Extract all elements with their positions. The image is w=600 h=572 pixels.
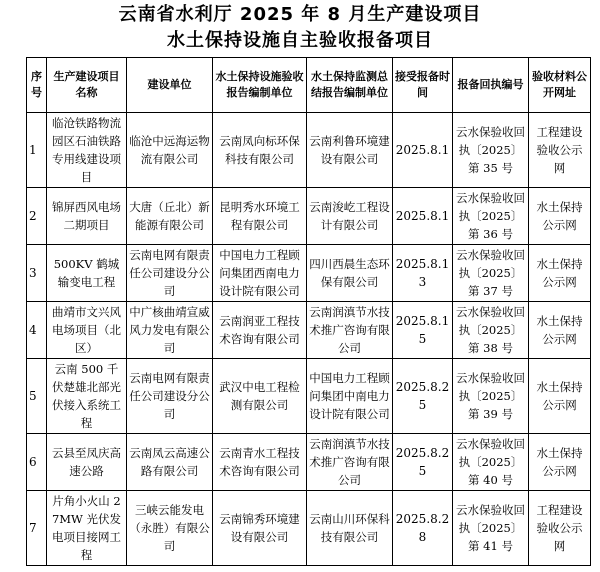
cell-report-unit: 云南青水工程技术咨询有限公司 [213,434,307,491]
header-report-unit: 水土保持设施验收报告编制单位 [213,58,307,113]
cell-site: 水土保持公示网 [529,302,591,359]
cell-report-unit: 云南锦秀环境建设有限公司 [213,491,307,566]
cell-no: 7 [27,491,47,566]
cell-project: 临沧铁路物流园区石油铁路专用线建设项目 [47,113,127,188]
cell-date: 2025.8.28 [393,491,453,566]
cell-project: 500KV 鹤城输变电工程 [47,245,127,302]
table-row [27,113,591,188]
cell-receipt: 云水保验收回执〔2025〕第 37 号 [453,245,529,302]
cell-report-unit: 云南润亚工程技术咨询有限公司 [213,302,307,359]
cell-project: 云县至凤庆高速公路 [47,434,127,491]
cell-date: 2025.8.25 [393,359,453,434]
cell-report-unit: 昆明秀水环境工程有限公司 [213,188,307,245]
table-header-row [27,58,591,113]
cell-site: 水土保持公示网 [529,188,591,245]
project-table [26,57,591,566]
table-row [27,359,591,434]
cell-builder: 云南凤云高速公路有限公司 [127,434,213,491]
cell-no: 1 [27,113,47,188]
table-row [27,188,591,245]
cell-builder: 中广核曲靖宣威风力发电有限公司 [127,302,213,359]
cell-report-unit: 武汉中电工程检测有限公司 [213,359,307,434]
header-monitor-unit: 水土保持监测总结报告编制单位 [307,58,393,113]
cell-builder: 临沧中远海运物流有限公司 [127,113,213,188]
cell-project: 云南 500 千伏楚雄北部光伏接入系统工程 [47,359,127,434]
cell-monitor-unit: 云南山川环保科技有限公司 [307,491,393,566]
cell-date: 2025.8.1 [393,113,453,188]
cell-site: 水土保持公示网 [529,434,591,491]
cell-builder: 大唐（丘北）新能源有限公司 [127,188,213,245]
cell-site: 工程建设验收公示网 [529,113,591,188]
header-builder: 建设单位 [127,58,213,113]
header-date: 接受报备时间 [393,58,453,113]
header-receipt: 报备回执编号 [453,58,529,113]
cell-site: 工程建设验收公示网 [529,491,591,566]
cell-monitor-unit: 四川西晨生态环保有限公司 [307,245,393,302]
cell-date: 2025.8.1 [393,188,453,245]
table-row [27,245,591,302]
cell-project: 锦屏西风电场二期项目 [47,188,127,245]
cell-no: 3 [27,245,47,302]
cell-site: 水土保持公示网 [529,245,591,302]
document-title [0,0,600,54]
header-no: 序号 [27,58,47,113]
cell-builder: 三峡云能发电（永胜）有限公司 [127,491,213,566]
cell-receipt: 云水保验收回执〔2025〕第 36 号 [453,188,529,245]
header-project: 生产建设项目名称 [47,58,127,113]
cell-builder: 云南电网有限责任公司建设分公司 [127,359,213,434]
cell-monitor-unit: 云南浚屹工程设计有限公司 [307,188,393,245]
title-line-2: 水土保持设施自主验收报备项目 [167,30,433,51]
cell-date: 2025.8.25 [393,434,453,491]
cell-no: 5 [27,359,47,434]
cell-project: 曲靖市文兴风电场项目（北区） [47,302,127,359]
table-row [27,302,591,359]
cell-monitor-unit: 云南润滇节水技术推广咨询有限公司 [307,434,393,491]
cell-monitor-unit: 中国电力工程顾问集团中南电力设计院有限公司 [307,359,393,434]
header-site: 验收材料公开网址 [529,58,591,113]
cell-site: 水土保持公示网 [529,359,591,434]
cell-monitor-unit: 云南利鲁环境建设有限公司 [307,113,393,188]
cell-receipt: 云水保验收回执〔2025〕第 38 号 [453,302,529,359]
table-row [27,491,591,566]
cell-no: 2 [27,188,47,245]
cell-project: 片角小火山 27MW 光伏发电项目接网工程 [47,491,127,566]
cell-no: 6 [27,434,47,491]
cell-date: 2025.8.13 [393,245,453,302]
table-row [27,434,591,491]
title-line-1: 云南省水利厅 2025 年 8 月生产建设项目 [118,4,482,25]
cell-no: 4 [27,302,47,359]
cell-date: 2025.8.15 [393,302,453,359]
cell-receipt: 云水保验收回执〔2025〕第 41 号 [453,491,529,566]
cell-receipt: 云水保验收回执〔2025〕第 40 号 [453,434,529,491]
cell-report-unit: 云南凤向标环保科技有限公司 [213,113,307,188]
cell-builder: 云南电网有限责任公司建设分公司 [127,245,213,302]
cell-receipt: 云水保验收回执〔2025〕第 35 号 [453,113,529,188]
cell-monitor-unit: 云南润滇节水技术推广咨询有限公司 [307,302,393,359]
cell-report-unit: 中国电力工程顾问集团西南电力设计院有限公司 [213,245,307,302]
cell-receipt: 云水保验收回执〔2025〕第 39 号 [453,359,529,434]
